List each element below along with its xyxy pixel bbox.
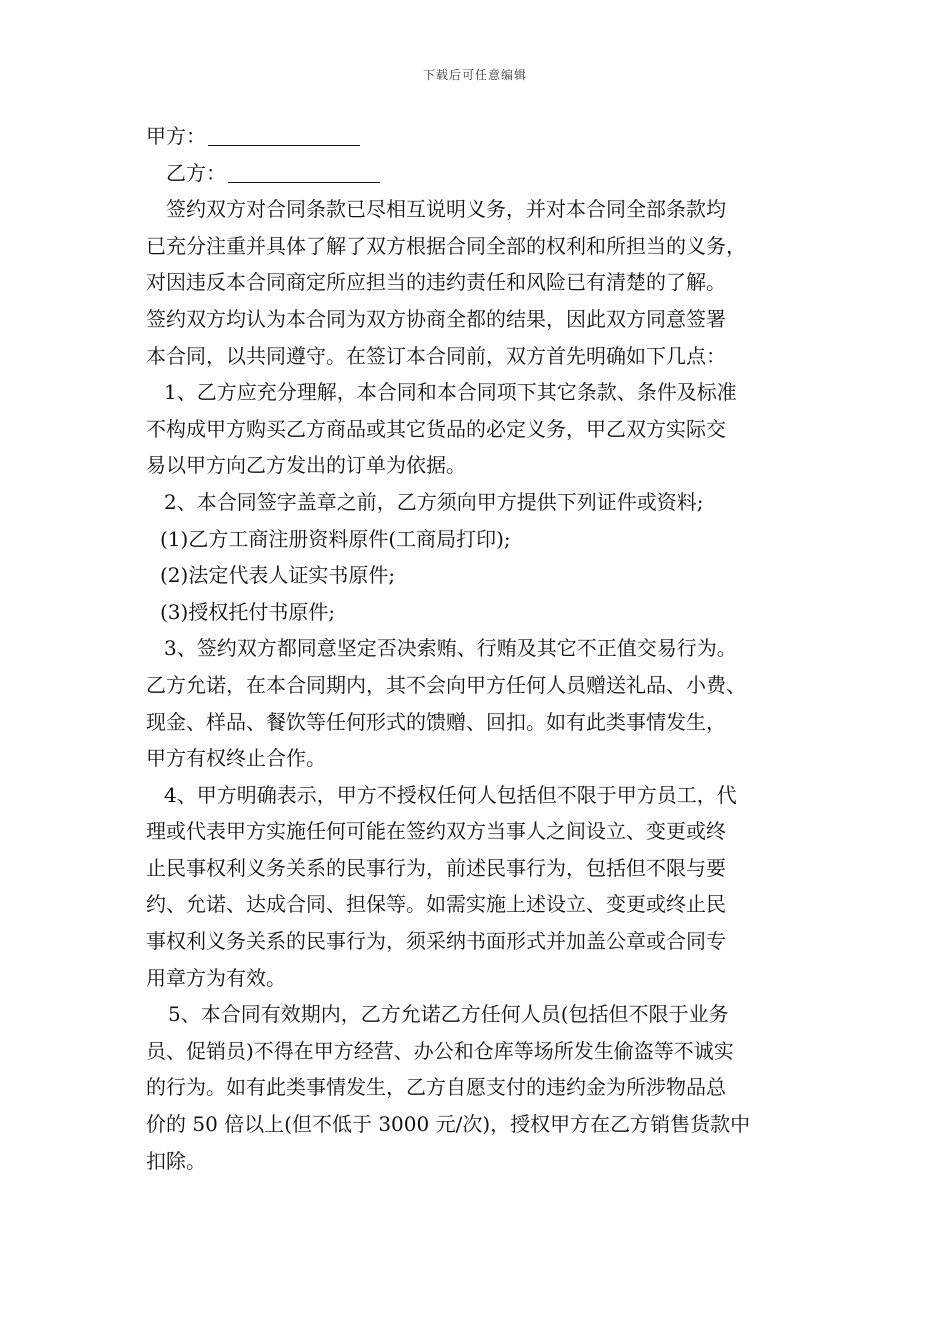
party-b-line (146, 155, 826, 192)
page-header-note: 下载后可任意编辑 (422, 68, 527, 82)
text-line: (2)法定代表人证实书原件; (160, 563, 396, 588)
text-line: 3、签约双方都同意坚定否决索贿、行贿及其它不正值交易行为。 (164, 636, 737, 661)
text-line: 5、本合同有效期内，乙方允诺乙方任何人员(包括但不限于业务 (168, 1002, 729, 1027)
text-line: 易以甲方向乙方发出的订单为依据。 (146, 453, 466, 478)
text-line: 员、促销员)不得在甲方经营、办公和仓库等场所发生偷盗等不诚实 (146, 1038, 734, 1063)
text-line: 乙方允诺，在本合同期内，其不会向甲方任何人员赠送礼品、小费、 (146, 672, 746, 697)
text-line: 4、甲方明确表示，甲方不授权任何人包括但不限于甲方员工，代 (164, 782, 737, 807)
text-line: 扣除。 (146, 1148, 206, 1173)
text-line: 本合同，以共同遵守。在签订本合同前，双方首先明确如下几点： (146, 343, 726, 368)
text-line: 签约双方均认为本合同为双方协商全都的结果，因此双方同意签署 (146, 306, 726, 331)
party-a-line (146, 118, 826, 155)
text-line: 的行为。如有此类事情发生，乙方自愿支付的违约金为所涉物品总 (146, 1075, 726, 1100)
text-line: (1)乙方工商注册资料原件(工商局打印); (160, 526, 511, 551)
text-line: 用章方为有效。 (146, 965, 286, 990)
text-line: 事权利义务关系的民事行为，须采纳书面形式并加盖公章或合同专 (146, 929, 726, 954)
party-b-blank (228, 160, 380, 183)
text-line: 理或代表甲方实施任何可能在签约双方当事人之间设立、变更或终 (146, 819, 726, 844)
document-body (146, 118, 826, 1179)
contract-text (146, 191, 826, 1179)
text-line: 价的 50 倍以上(但不低于 3000 元/次)，授权甲方在乙方销售货款中 (146, 1112, 751, 1137)
text-line: 对因违反本合同商定所应担当的违约责任和风险已有清楚的了解。 (146, 270, 726, 295)
text-line: 不构成甲方购买乙方商品或其它货品的必定义务，甲乙双方实际交 (146, 416, 726, 441)
text-line: 2、本合同签字盖章之前，乙方须向甲方提供下列证件或资料; (164, 489, 704, 514)
text-line: 止民事权利义务关系的民事行为，前述民事行为，包括但不限与要 (146, 855, 726, 880)
text-line: 1、乙方应充分理解，本合同和本合同项下其它条款、条件及标准 (164, 380, 737, 405)
party-b-label: 乙方： (166, 160, 226, 185)
party-a-blank (208, 123, 360, 146)
text-line: 已充分注重并具体了解了双方根据合同全部的权利和所担当的义务， (146, 233, 746, 258)
party-a-label: 甲方： (146, 124, 206, 148)
text-line: 约、允诺、达成合同、担保等。如需实施上述设立、变更或终止民 (146, 892, 726, 917)
text-line: (3)授权托付书原件; (160, 599, 336, 624)
text-line: 现金、样品、餐饮等任何形式的馈赠、回扣。如有此类事情发生， (146, 709, 726, 734)
text-line: 签约双方对合同条款已尽相互说明义务，并对本合同全部条款均 (166, 197, 726, 222)
text-line: 甲方有权终止合作。 (146, 746, 326, 771)
